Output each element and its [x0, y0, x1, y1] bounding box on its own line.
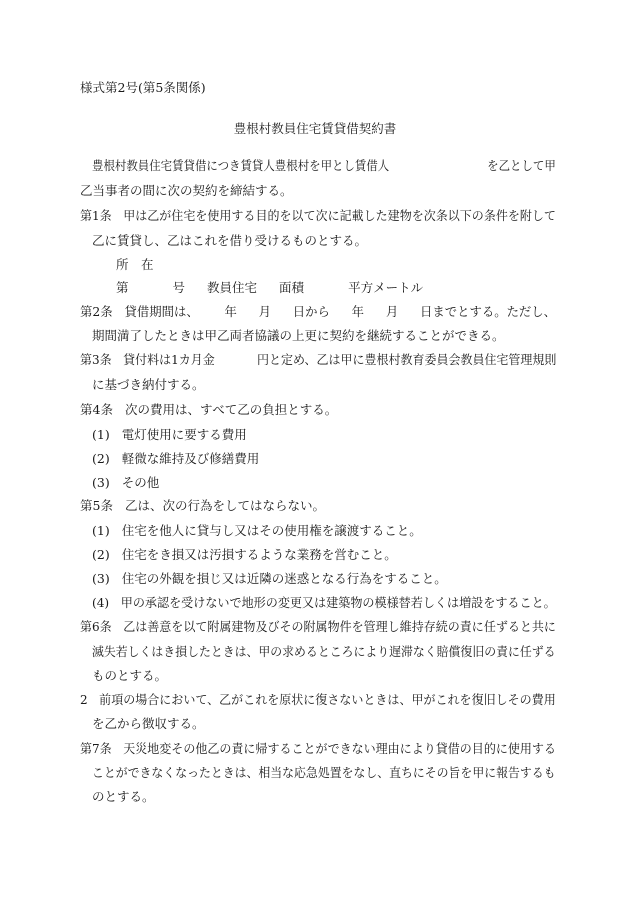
preamble-text-a: 豊根村教員住宅賃貸借につき賃貸人豊根村を甲とし賃借人 [92, 158, 390, 173]
property-dai: 第 [116, 280, 129, 295]
location-label: 所 在 [116, 257, 154, 272]
article-7-line-2: ことができなくなったときは、相当な応急処置をなし、直ちにその旨を甲に報告するも [92, 765, 556, 780]
article-2-number: 第2条 [80, 304, 113, 319]
article-1-line-2: 乙に賃貸し、乙はこれを借り受けるものとする。 [92, 233, 368, 248]
article-6-line-1: 第6条 乙は善意を以て附属建物及びその附属物件を管理し維持存続の責に任ずると共に [80, 619, 556, 634]
article-5-item-2: (2) 住宅をき損又は汚損するような業務を営むこと。 [92, 547, 397, 562]
paragraph-2-number: 2 [80, 692, 88, 707]
article-3-number: 第3条 [80, 352, 112, 367]
article-2-line-2: 期間満了したときは甲乙両者協議の上更に契約を継続することができる。 [92, 328, 505, 343]
article-4-item-2: (2) 軽微な維持及び修繕費用 [92, 451, 260, 466]
article-5-item-3: (3) 住宅の外観を損じ又は近隣の迷惑となる行為をすること。 [92, 571, 447, 586]
article-5-item-1: (1) 住宅を他人に貸与し又はその使用権を譲渡すること。 [92, 523, 422, 538]
article-1-number: 第1条 [80, 208, 112, 223]
article-4-item-3: (3) その他 [92, 475, 160, 490]
paragraph-2-line-1: 2 前項の場合において、乙がこれを原状に復さないときは、甲がこれを復旧しその費用 [80, 692, 556, 707]
preamble-line-2: 乙当事者の間に次の契約を締結する。 [80, 183, 293, 198]
article-5-line-1: 第5条 乙は、次の行為をしてはならない。 [80, 498, 325, 513]
property-line [116, 280, 423, 296]
property-go: 号 [172, 280, 186, 295]
form-label: 様式第2号(第5条関係) [80, 80, 206, 95]
article-4-number: 第4条 [80, 402, 113, 417]
preamble-text-b: を乙として甲 [487, 158, 556, 173]
property-menseki: 面積 [279, 280, 305, 295]
article-6-line-2: 滅失若しくはき損したときは、甲の求めるところにより遅滞なく賠償復旧の責に任ずる [92, 644, 556, 659]
property-kyoin: 教員住宅 [207, 280, 258, 295]
article-6-number: 第6条 [80, 619, 112, 634]
article-7-number: 第7条 [80, 741, 112, 756]
article-3-line-2: に基づき納付する。 [92, 377, 205, 392]
article-2-line-1: 第2条 貸借期間は、 年 月 日から 年 月 日までとする。ただし、 [80, 304, 557, 319]
document-title: 豊根村教員住宅賃貸借契約書 [233, 121, 397, 136]
article-5-item-4: (4) 甲の承認を受けないで地形の変更又は建築物の模様替若しくは増設をすること。 [92, 595, 556, 610]
article-7-line-3: のとする。 [92, 789, 155, 804]
paragraph-2-line-2: を乙から徴収する。 [92, 716, 205, 731]
article-1-text: 甲は乙が住宅を使用する目的を以て次に記載した建物を次条以下の条件を附して [123, 208, 556, 223]
article-7-line-1: 第7条 天災地変その他乙の責に帰することができない理由により貸借の目的に使用する [80, 741, 556, 756]
article-6-line-3: ものとする。 [92, 668, 168, 683]
property-unit: 平方メートル [348, 280, 424, 295]
article-4-line-1: 第4条 次の費用は、すべて乙の負担とする。 [80, 402, 338, 417]
article-4-item-1: (1) 電灯使用に要する費用 [92, 427, 247, 442]
article-1-line-1 [80, 208, 556, 224]
preamble-line-1 [92, 158, 556, 174]
article-3-line-1: 第3条 貸付料は1カ月金 円と定め、乙は甲に豊根村教育委員会教員住宅管理規則 [80, 352, 557, 367]
article-5-number: 第5条 [80, 498, 113, 513]
